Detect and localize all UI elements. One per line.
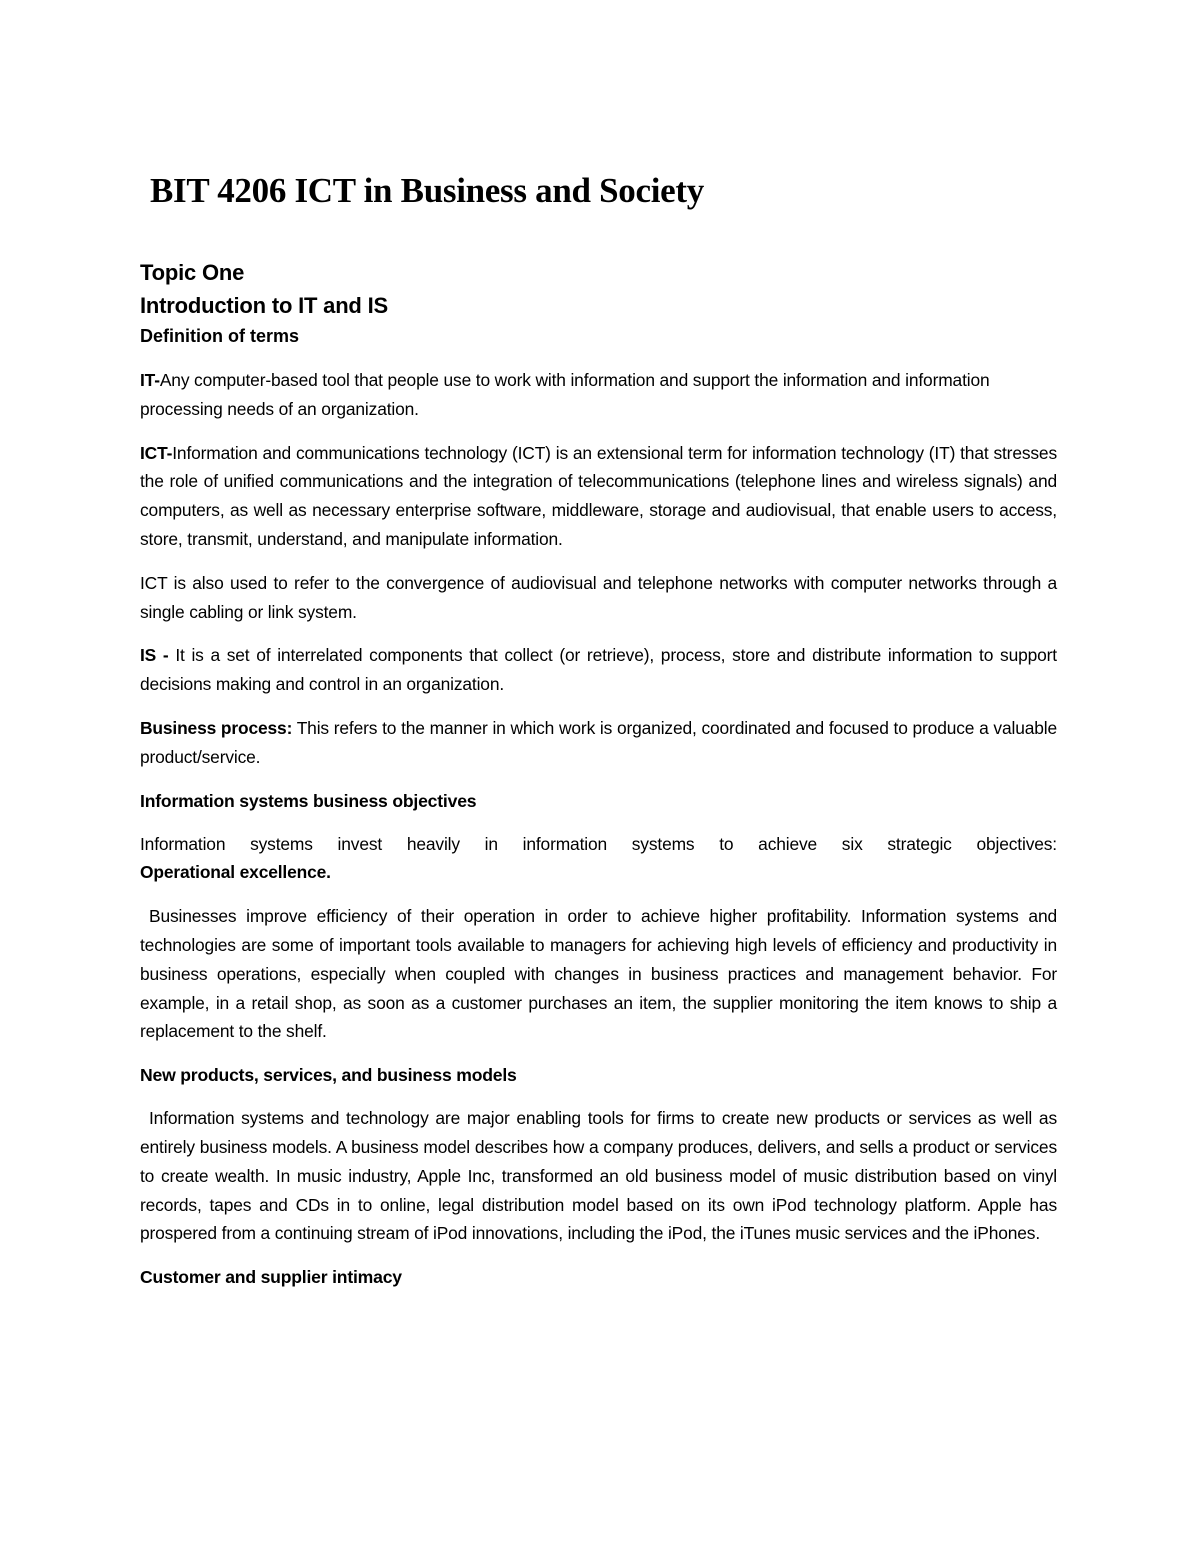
definition-term: ICT-: [140, 442, 173, 463]
document-title: BIT 4206 ICT in Business and Society: [150, 171, 704, 210]
definition-term: IT-: [140, 370, 160, 390]
objective-3-heading: Customer and supplier intimacy: [140, 1267, 402, 1288]
definition-text: This refers to the manner in which work is organized, coordinated and focused to produce a valuable product/service.: [140, 717, 1057, 767]
objectives-heading: Information systems business objectives: [140, 790, 477, 811]
objective-2-text: Information systems and technology are major enabling tools for firms to create new products or services as well as entirely business models. A business model describes how a company produces, delivers, and sells a product or services to create wealth. In music industry, Apple Inc, transformed an old business model of music distribution based on vinyl records, tapes and CDs in to online, legal distribution model based on its own iPod technology platform. Apple has prospered from a continuing stream of iPod innovations, including the iPod, the iTunes music services and the iPhones.: [140, 1108, 1057, 1244]
definition-is: [140, 641, 1057, 699]
definition-it: [140, 366, 1057, 424]
topic-heading: Topic One: [140, 260, 245, 285]
objective-label: Operational excellence.: [140, 862, 331, 883]
objective-1-label: [140, 858, 1057, 887]
section-title: Introduction to IT and IS: [140, 293, 388, 318]
definition-text: Any computer-based tool that people use to work with information and support the information and information processing needs of an organization.: [140, 370, 990, 419]
definitions-heading: Definition of terms: [140, 326, 300, 346]
objectives-intro-text: Information systems invest heavily in information systems to achieve six strategic objectives:: [140, 833, 1057, 854]
definition-business-process: [140, 714, 1057, 772]
definition-ict: [140, 439, 1057, 554]
objective-1-text: Businesses improve efficiency of their operation in order to achieve higher profitability. Information systems and technologies are some of important tools available to managers for achieving high levels of efficiency and productivity in business operations, especially when coupled with changes in business practices and management behavior. For example, in a retail shop, as soon as a customer purchases an item, the supplier monitoring the item knows to ship a replacement to the shelf.: [140, 906, 1057, 1042]
definition-ict-convergence: [140, 569, 1057, 627]
definition-text: ICT is also used to refer to the convergence of audiovisual and telephone networks with computer networks through a single cabling or link system.: [140, 572, 1057, 622]
document-page: [140, 165, 1057, 1291]
objective-2-heading: New products, services, and business models: [140, 1065, 517, 1086]
definition-term: Business process:: [140, 717, 293, 738]
definition-text: Information and communications technology (ICT) is an extensional term for information technology (IT) that stresses the role of unified communications and the integration of telecommunications (telephone lines and wireless signals) and computers, as well as necessary enterprise software, middleware, storage and audiovisual, that enable users to access, store, transmit, understand, and manipulate information.: [140, 442, 1057, 549]
objectives-intro: [140, 830, 1057, 859]
definition-term: IS -: [140, 645, 169, 666]
definition-text: It is a set of interrelated components that collect (or retrieve), process, store and distribute information to support decisions making and control in an organization.: [140, 645, 1057, 695]
